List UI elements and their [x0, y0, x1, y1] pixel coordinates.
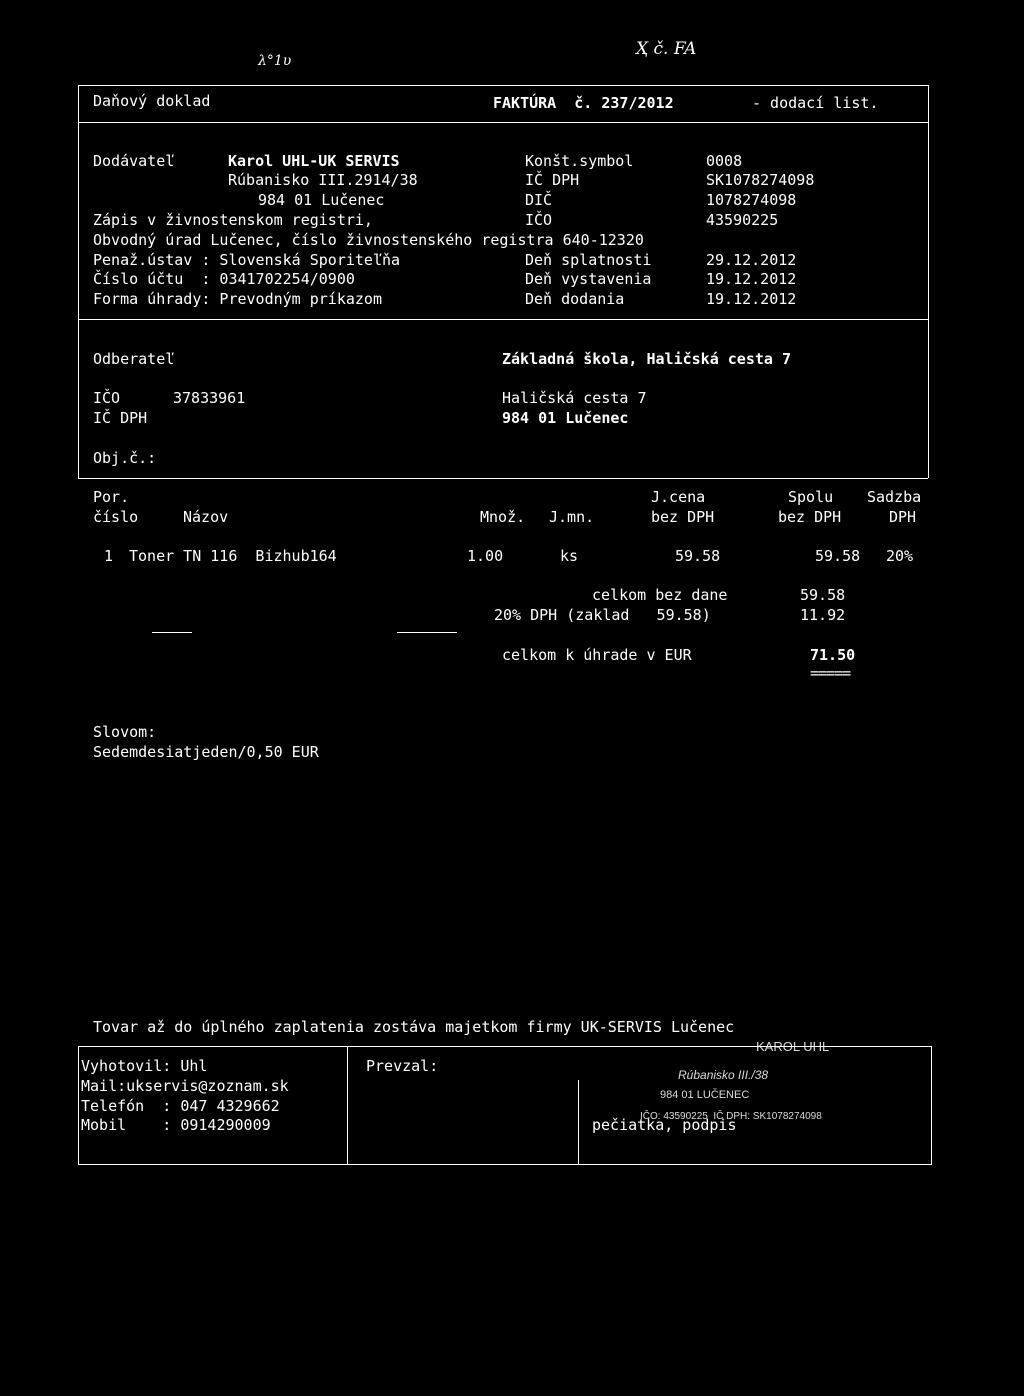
- col-header-mnoz: Množ.: [480, 508, 526, 526]
- supplier-street: Rúbanisko III.2914/38: [228, 171, 418, 189]
- stamp-line-name: KAROL UHL: [756, 1039, 830, 1054]
- col-header-por: Por.: [93, 488, 130, 506]
- handwritten-note-right: Ҳ č. FA: [636, 39, 697, 59]
- subtotal-value: 59.58: [800, 586, 846, 604]
- footer-right-line: [931, 1046, 932, 1164]
- supplier-dic-label: DIČ: [525, 191, 553, 209]
- customer-label: Odberateľ: [93, 350, 175, 368]
- supplier-payment: Forma úhrady: Prevodným príkazom: [93, 290, 382, 308]
- stamp-line-ids: IČO: 43590225 IČ DPH: SK1078274098: [640, 1111, 822, 1122]
- supplier-name: Karol UHL-UK SERVIS: [228, 152, 400, 170]
- item-number: 1: [104, 547, 114, 565]
- order-number-label: Obj.č.:: [93, 449, 157, 467]
- col-header-nazov: Názov: [183, 508, 229, 526]
- subtotal-label: celkom bez dane: [592, 586, 728, 604]
- supplier-label: Dodávateľ: [93, 152, 175, 170]
- frame-top-line: [78, 85, 928, 86]
- item-unit: ks: [560, 547, 579, 565]
- footer-left-line: [78, 1046, 79, 1164]
- total-underline: =====: [810, 664, 851, 682]
- supplier-ico-value: 43590225: [706, 211, 779, 229]
- frame-right-line: [928, 85, 929, 478]
- customer-ico-value: 37833961: [173, 389, 246, 407]
- col-header-jmn: J.mn.: [549, 508, 595, 526]
- col-header-spolu-sub: bez DPH: [778, 508, 842, 526]
- delivery-note-label: - dodací list.: [752, 94, 879, 112]
- stamp-line-city: 984 01 LUČENEC: [660, 1089, 750, 1101]
- item-quantity: 1.00: [467, 547, 504, 565]
- footer-sign-line: [578, 1080, 579, 1164]
- supplier-icdph-value: SK1078274098: [706, 171, 815, 189]
- doc-type: Daňový doklad: [93, 92, 211, 110]
- frame-left-line: [78, 85, 79, 478]
- issue-date-label: Deň vystavenia: [525, 270, 652, 288]
- konst-symbol-label: Konšt.symbol: [525, 152, 634, 170]
- due-date-label: Deň splatnosti: [525, 251, 652, 269]
- konst-symbol-value: 0008: [706, 152, 743, 170]
- company-stamp: [620, 1038, 920, 1138]
- header-divider: [78, 122, 928, 123]
- footer-mid-line: [347, 1046, 348, 1164]
- contact-mail: Mail:ukservis@zoznam.sk: [81, 1077, 289, 1095]
- words-value: Sedemdesiatjeden/0,50 EUR: [93, 743, 319, 761]
- customer-street: Haličská cesta 7: [502, 389, 647, 407]
- vat-label: 20% DPH (zaklad 59.58): [494, 606, 711, 624]
- contact-mobile: Mobil : 0914290009: [81, 1116, 271, 1134]
- ownership-note: Tovar až do úplného zaplatenia zostáva majetkom firmy UK-SERVIS Lučenec: [93, 1018, 735, 1036]
- stamp-line-street: Rúbanisko III./38: [678, 1068, 769, 1082]
- customer-ico-label: IČO: [93, 389, 121, 407]
- invoice-number: FAKTÚRA č. 237/2012: [493, 94, 674, 112]
- col-header-spolu: Spolu: [788, 488, 834, 506]
- due-date-value: 29.12.2012: [706, 251, 797, 269]
- delivery-date-label: Deň dodania: [525, 290, 625, 308]
- customer-city: 984 01 Lučenec: [502, 409, 629, 427]
- stamp-signature-label: pečiatka, podpis: [592, 1116, 737, 1134]
- supplier-city: 984 01 Lučenec: [258, 191, 385, 209]
- supplier-bank: Penaž.ústav : Slovenská Sporiteľňa: [93, 251, 401, 269]
- item-name: Toner TN 116 Bizhub164: [129, 547, 337, 565]
- handwritten-note-left: λ°1υ: [258, 53, 292, 69]
- supplier-ico-label: IČO: [525, 211, 553, 229]
- item-total: 59.58: [815, 547, 861, 565]
- supplier-dic-value: 1078274098: [706, 191, 797, 209]
- col-header-jcena: J.cena: [651, 488, 706, 506]
- customer-icdph-label: IČ DPH: [93, 409, 148, 427]
- words-label: Slovom:: [93, 723, 157, 741]
- col-header-sadzba: Sadzba: [867, 488, 922, 506]
- issued-by: Vyhotovil: Uhl: [81, 1057, 208, 1075]
- item-unit-price: 59.58: [675, 547, 721, 565]
- customer-name: Základná škola, Haličská cesta 7: [502, 350, 791, 368]
- contact-phone: Telefón : 047 4329662: [81, 1097, 280, 1115]
- total-due-label: celkom k úhrade v EUR: [502, 646, 692, 664]
- col-header-jcena-sub: bez DPH: [651, 508, 715, 526]
- short-divider-right: [397, 632, 457, 633]
- col-header-cislo: číslo: [93, 508, 139, 526]
- short-divider-left: [152, 632, 192, 633]
- delivery-date-value: 19.12.2012: [706, 290, 797, 308]
- total-due-value: 71.50: [810, 646, 856, 664]
- col-header-sadzba-sub: DPH: [889, 508, 917, 526]
- footer-bottom-line: [78, 1164, 932, 1165]
- item-vat-rate: 20%: [886, 547, 914, 565]
- supplier-office: Obvodný úrad Lučenec, číslo živnostenského registra 640-12320: [93, 231, 644, 249]
- vat-value: 11.92: [800, 606, 846, 624]
- supplier-icdph-label: IČ DPH: [525, 171, 580, 189]
- received-by-label: Prevzal:: [366, 1057, 439, 1075]
- issue-date-value: 19.12.2012: [706, 270, 797, 288]
- supplier-registry: Zápis v živnostenskom registri,: [93, 211, 373, 229]
- supplier-divider: [78, 319, 928, 320]
- supplier-account: Číslo účtu : 0341702254/0900: [93, 270, 355, 288]
- customer-divider: [78, 478, 928, 479]
